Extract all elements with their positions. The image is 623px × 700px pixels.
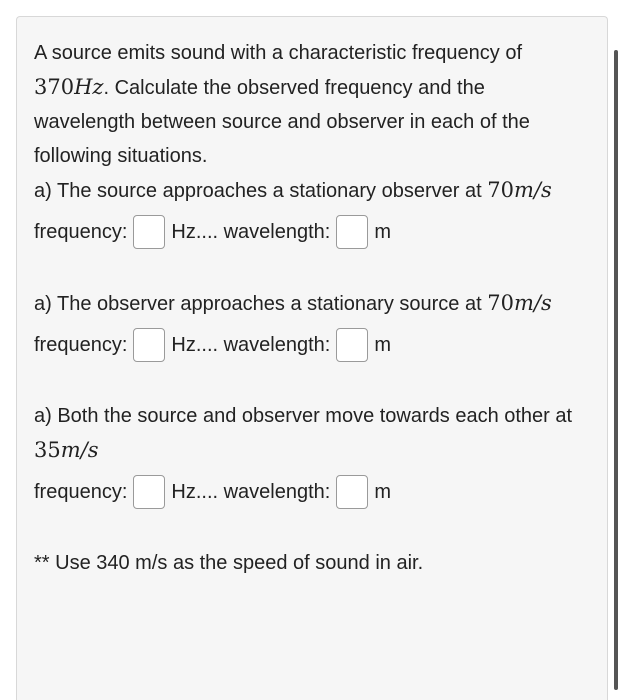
part-2-prompt: a) The observer approaches a stationary source at 70m/s [34, 291, 552, 315]
part-2-wavelength-input[interactable] [336, 328, 368, 362]
hz-wavelength-label: Hz.... wavelength: [171, 334, 331, 356]
frequency-label: frequency: [34, 481, 128, 503]
part-3-answer-row [34, 472, 574, 512]
meter-unit-label: m [374, 481, 392, 503]
part-3-wavelength-input[interactable] [336, 475, 368, 509]
speed-of-sound-note: ** Use 340 m/s as the speed of sound in air. [34, 552, 424, 574]
part-1-frequency-input[interactable] [133, 215, 165, 249]
part-2 [34, 286, 574, 365]
hz-wavelength-label: Hz.... wavelength: [171, 481, 331, 503]
scrollbar[interactable] [614, 50, 618, 690]
part-1-wavelength-input[interactable] [336, 215, 368, 249]
part-1-prompt: a) The source approaches a stationary observer at 70m/s [34, 178, 552, 202]
part-3 [34, 399, 574, 512]
frequency-label: frequency: [34, 334, 128, 356]
part-3-prompt: a) Both the source and observer move towards each other at 35m/s [34, 405, 573, 462]
frequency-label: frequency: [34, 221, 128, 243]
part-1-answer-row [34, 212, 574, 252]
meter-unit-label: m [374, 334, 392, 356]
question-content [34, 36, 574, 580]
meter-unit-label: m [374, 221, 392, 243]
part-2-answer-row [34, 325, 574, 365]
intro-text-after: . Calculate the observed frequency and the wavelength between source and observer in each of the following situations. [34, 77, 530, 167]
intro-frequency-math: 370Hz [34, 75, 104, 99]
part-3-speed-math: 35m/s [34, 438, 99, 462]
question-intro [34, 36, 574, 173]
part-1 [34, 173, 574, 252]
part-2-frequency-input[interactable] [133, 328, 165, 362]
part-2-speed-math: 70m/s [487, 291, 552, 315]
intro-text-before: A source emits sound with a characteristic frequency of [34, 42, 523, 64]
part-1-speed-math: 70m/s [487, 178, 552, 202]
hz-wavelength-label: Hz.... wavelength: [171, 221, 331, 243]
part-3-frequency-input[interactable] [133, 475, 165, 509]
